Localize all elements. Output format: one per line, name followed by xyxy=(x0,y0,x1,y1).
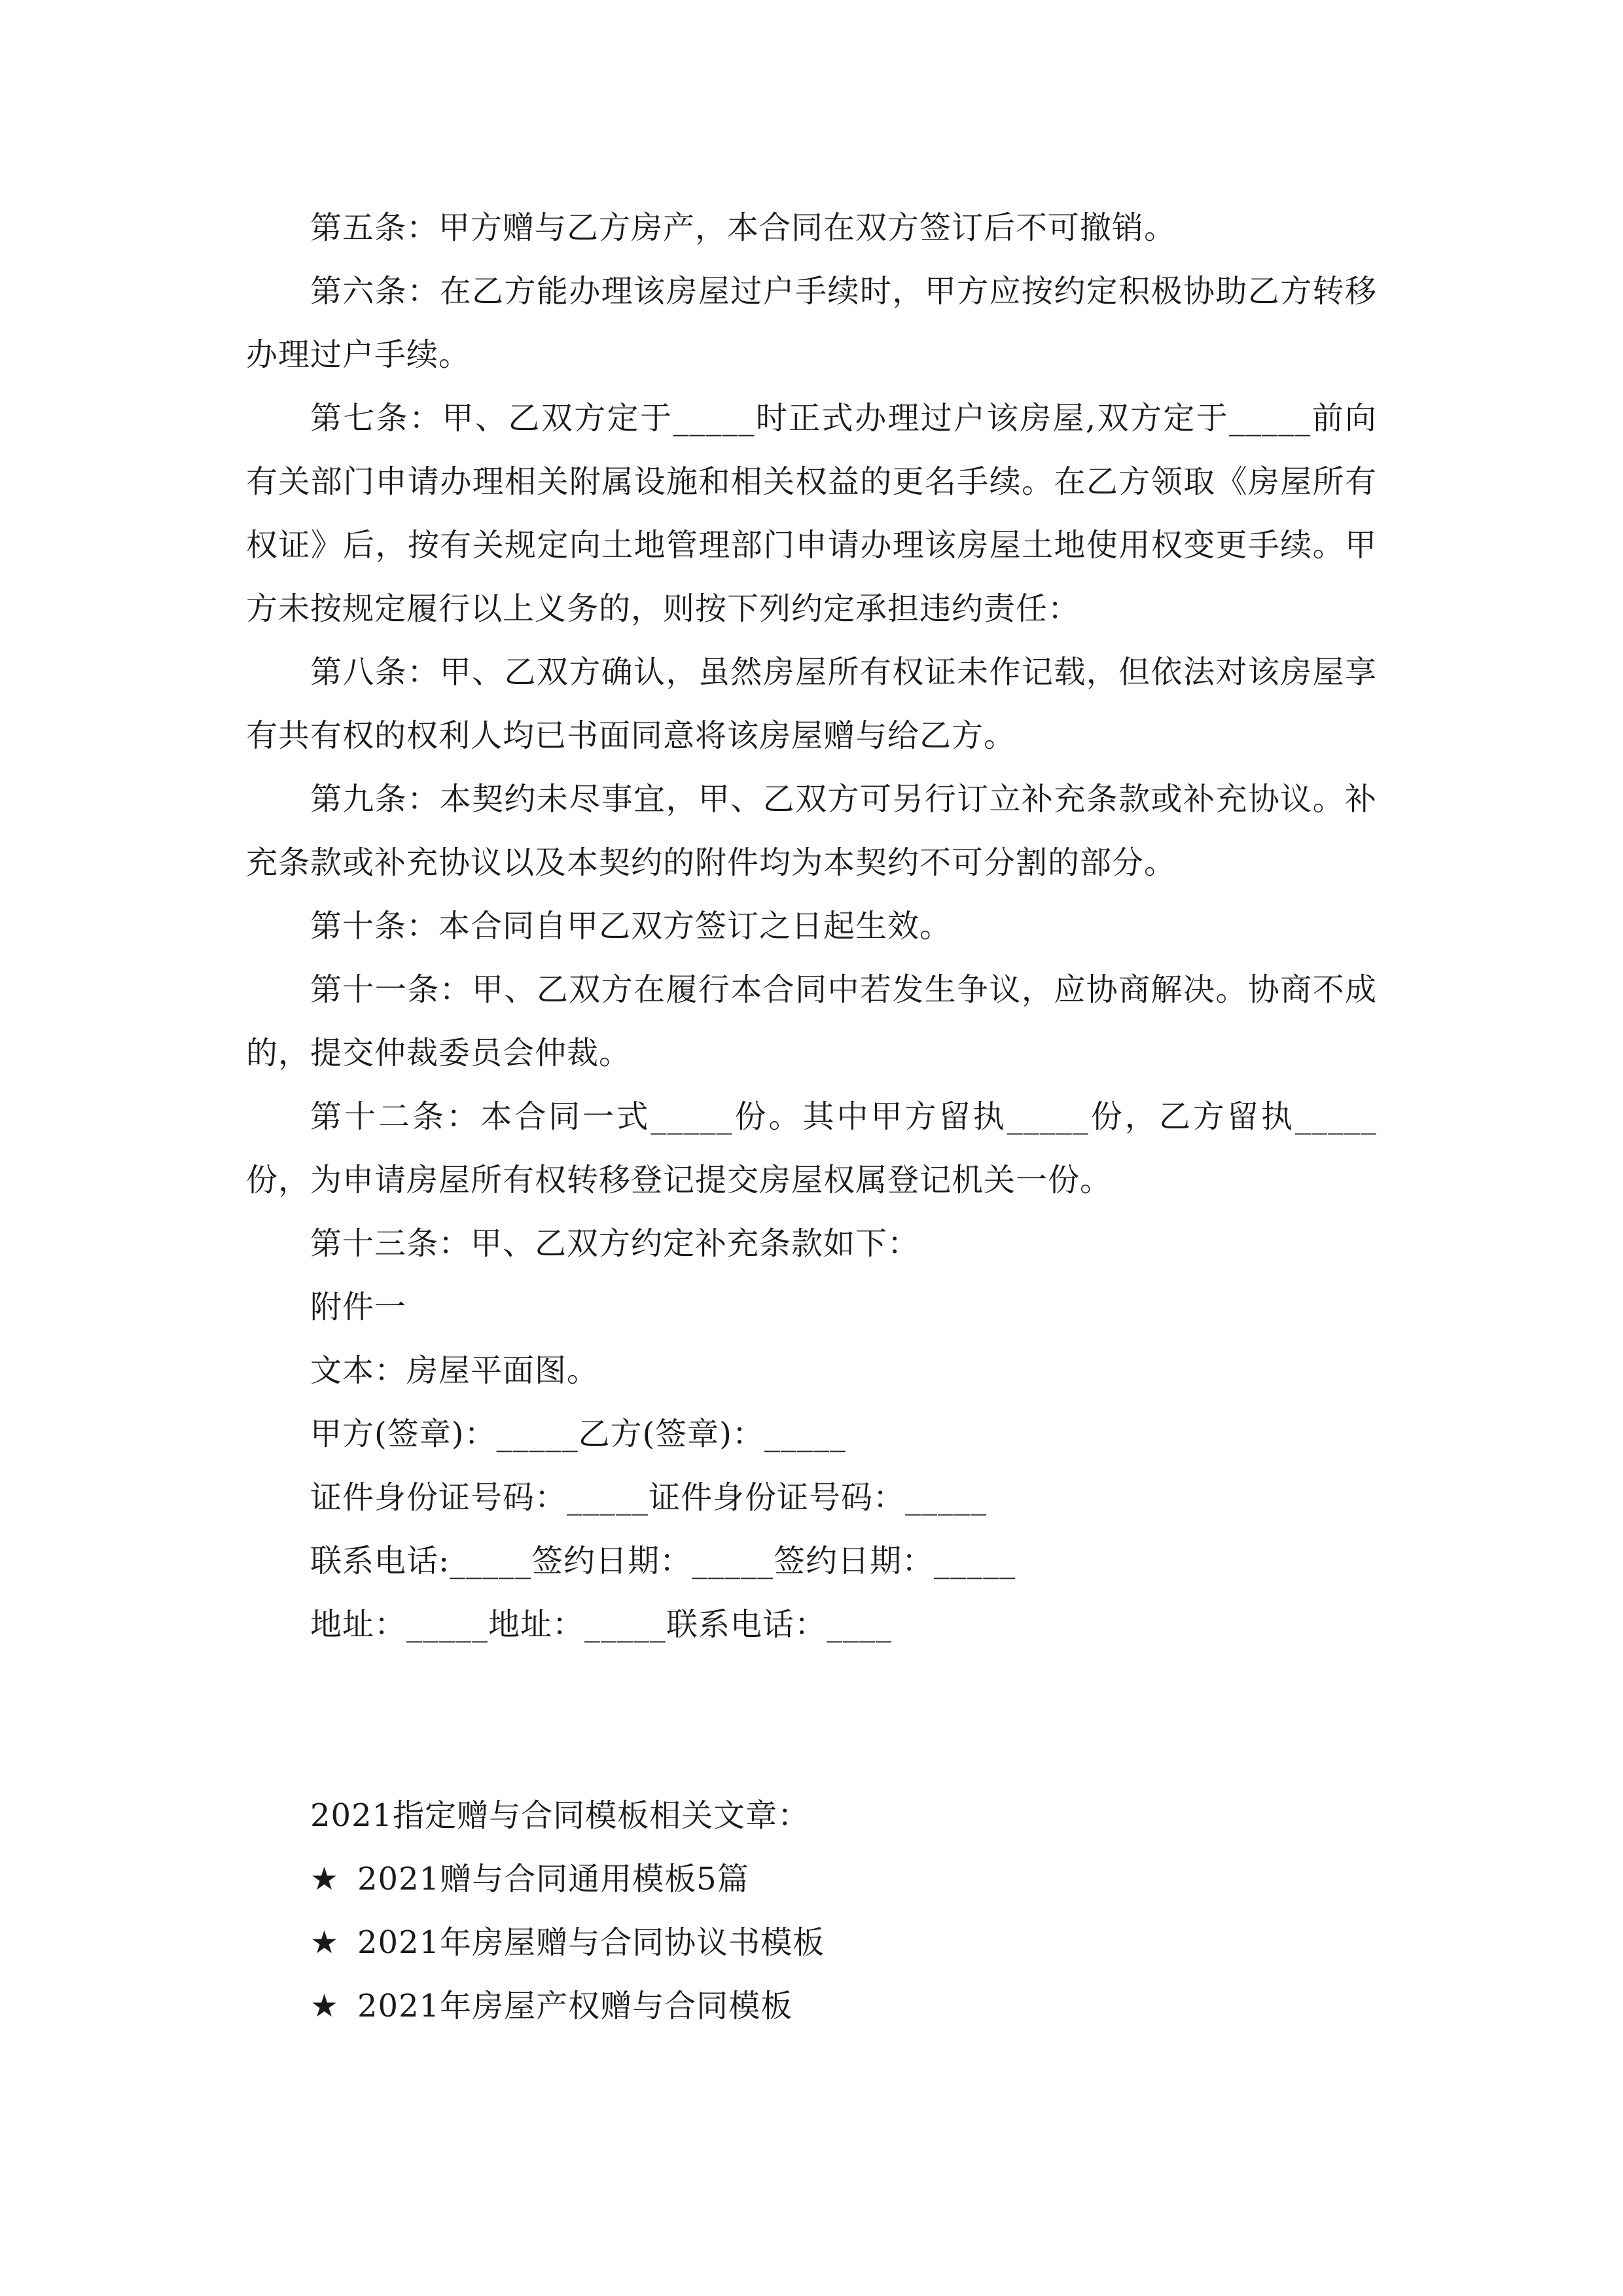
related-link-3[interactable] xyxy=(246,1975,1377,2038)
clause-13: 第十三条：甲、乙双方约定补充条款如下： xyxy=(310,1225,920,1262)
clause-6: 第六条：在乙方能办理该房屋过户手续时，甲方应按约定积极协助乙方转移办理过户手续。 xyxy=(246,273,1377,373)
clause-9: 第九条：本契约未尽事宜，甲、乙双方可另行订立补充条款或补充协议。补充条款或补充协议以及本契约的附件均为本契约不可分割的部分。 xyxy=(246,781,1377,881)
attachment-text: 文本：房屋平面图。 xyxy=(310,1352,599,1389)
clause-11: 第十一条：甲、乙双方在履行本合同中若发生争议，应协商解决。协商不成的，提交仲裁委员会仲裁。 xyxy=(246,971,1377,1071)
related-link-2[interactable] xyxy=(246,1911,1377,1975)
related-link-label: 2021年房屋产权赠与合同模板 xyxy=(357,1988,793,2024)
address-line: 地址：_____地址：_____联系电话：____ xyxy=(310,1606,893,1643)
id-number-line: 证件身份证号码：_____证件身份证号码：_____ xyxy=(310,1479,988,1516)
related-link-label: 2021赠与合同通用模板5篇 xyxy=(357,1861,749,1897)
phone-date-line: 联系电话:_____签约日期：_____签约日期：_____ xyxy=(310,1543,1016,1579)
clause-5: 第五条：甲方赠与乙方房产，本合同在双方签订后不可撤销。 xyxy=(310,209,1177,246)
clause-7: 第七条：甲、乙双方定于_____时正式办理过户该房屋,双方定于_____前向有关部门申请办理相关附属设施和相关权益的更名手续。在乙方领取《房屋所有权证》后，按有关规定向土地管理部门申请办理该房屋土地使用权变更手续。甲方未按规定履行以上义务的，则按下列约定承担违约责任： xyxy=(246,400,1377,627)
clause-10: 第十条：本合同自甲乙双方签订之日起生效。 xyxy=(310,908,952,944)
related-link-1[interactable] xyxy=(246,1848,1377,1911)
star-icon: ★ xyxy=(310,1861,340,1897)
contract-page xyxy=(246,196,1377,2038)
related-link-label: 2021年房屋赠与合同协议书模板 xyxy=(357,1924,825,1961)
star-icon: ★ xyxy=(310,1924,340,1961)
clause-12: 第十二条：本合同一式_____份。其中甲方留执_____份，乙方留执_____份，为申请房屋所有权转移登记提交房屋权属登记机关一份。 xyxy=(246,1098,1377,1198)
section-gap xyxy=(246,1657,1377,1784)
related-articles-heading: 2021指定赠与合同模板相关文章： xyxy=(310,1797,810,1834)
attachment-title: 附件一 xyxy=(310,1289,407,1325)
star-icon: ★ xyxy=(310,1988,340,2024)
signature-line: 甲方(签章)：_____乙方(签章)：_____ xyxy=(310,1416,846,1452)
clause-8: 第八条：甲、乙双方确认，虽然房屋所有权证未作记载，但依法对该房屋享有共有权的权利人均已书面同意将该房屋赠与给乙方。 xyxy=(246,654,1377,754)
